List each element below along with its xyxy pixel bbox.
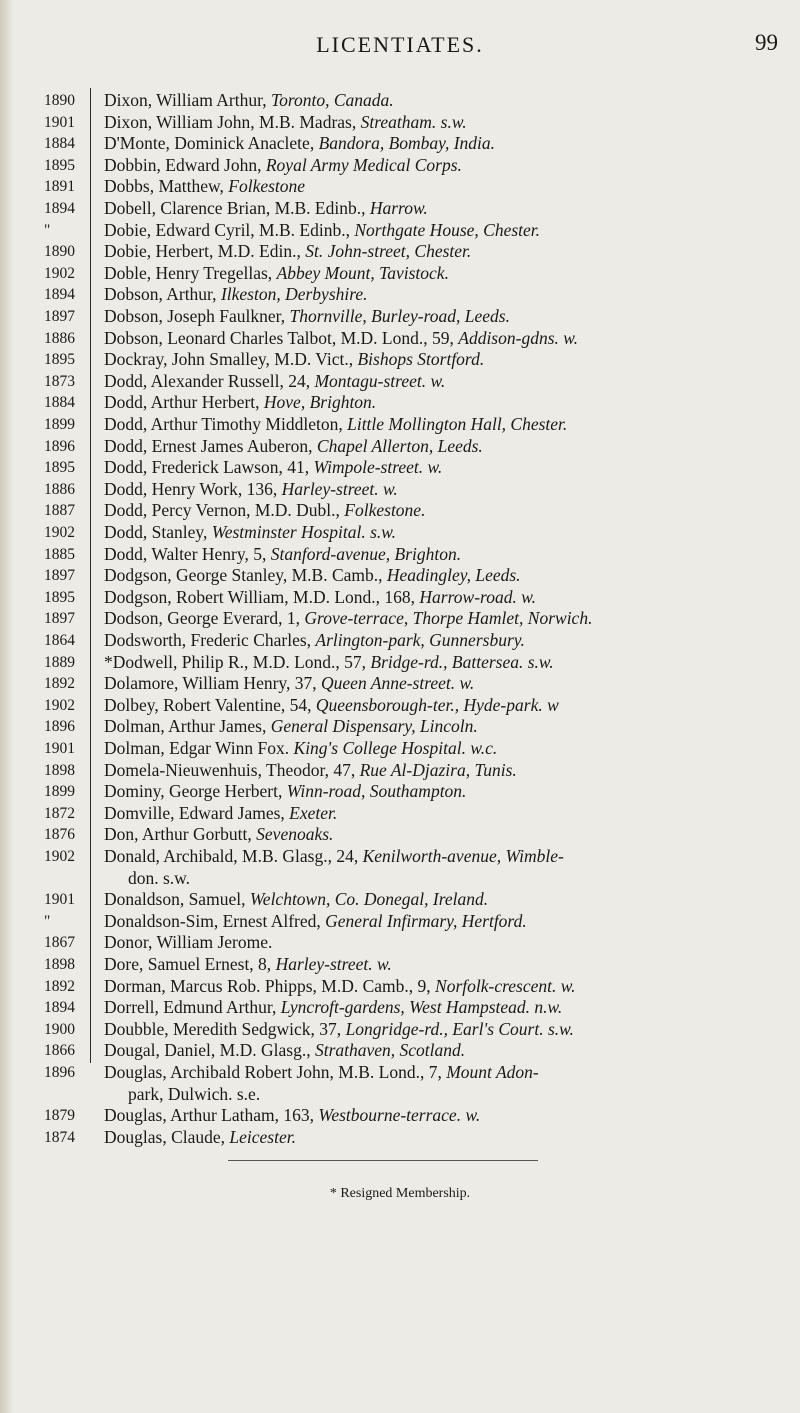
entry-address: Strathaven, Scotland. bbox=[314, 1040, 466, 1061]
entry-address: Hove, Brighton. bbox=[263, 392, 377, 413]
entry-row bbox=[0, 824, 800, 846]
entry-address: Ilkeston, Derbyshire. bbox=[220, 284, 368, 305]
entry-row bbox=[0, 1040, 800, 1062]
entry-name: Dodd, Arthur Timothy Middleton, bbox=[104, 414, 348, 434]
entry-name: Dougal, Daniel, M.D. Glasg., bbox=[104, 1040, 315, 1061]
entry-name: Dolamore, William Henry, 37, bbox=[104, 673, 322, 694]
entry-year: 1902 bbox=[44, 696, 75, 714]
entry-address: Harrow. bbox=[369, 198, 428, 218]
entry-row bbox=[0, 781, 800, 803]
entry-row bbox=[0, 954, 800, 976]
entry-address: Bishops Stortford. bbox=[357, 349, 485, 370]
entry-name: *Dodwell, Philip R., M.D. Lond., 57, bbox=[104, 651, 371, 672]
entry-address: Wimpole-street. w. bbox=[313, 457, 443, 478]
entry-year: 1874 bbox=[44, 1128, 75, 1146]
entry-address: Northgate House, Chester. bbox=[354, 219, 541, 240]
entry-year: 1896 bbox=[44, 1064, 75, 1081]
entry-address: Toronto, Canada. bbox=[270, 90, 394, 110]
entry-address: Addison-gdns. w. bbox=[458, 327, 578, 348]
entry-text bbox=[104, 565, 794, 585]
entry-name: Dore, Samuel Ernest, 8, bbox=[104, 954, 276, 974]
entry-text bbox=[104, 479, 794, 499]
entry-name: park, Dulwich. s.e. bbox=[128, 1083, 261, 1104]
entry-row bbox=[0, 371, 800, 393]
entry-text bbox=[104, 1105, 794, 1125]
entry-row bbox=[0, 1084, 800, 1106]
entry-year: 1894 bbox=[44, 999, 75, 1017]
entry-name: Dolman, Edgar Winn Fox. bbox=[104, 738, 294, 758]
entry-text bbox=[104, 220, 794, 240]
entry-year: 1866 bbox=[44, 1042, 75, 1060]
entry-row bbox=[0, 868, 800, 890]
entry-text bbox=[104, 760, 794, 780]
entry-address: Westbourne-terrace. w. bbox=[318, 1105, 481, 1126]
entry-name: Dodgson, George Stanley, M.B. Camb., bbox=[104, 565, 387, 586]
entry-name: Doubble, Meredith Sedgwick, 37, bbox=[104, 1018, 346, 1039]
entry-year: 1892 bbox=[44, 977, 75, 995]
entry-name: Donaldson, Samuel, bbox=[104, 889, 250, 910]
entry-address: Harley-street. w. bbox=[281, 478, 398, 499]
entry-name: Dodd, Ernest James Auberon, bbox=[104, 435, 317, 456]
entry-address: Folkestone. bbox=[344, 500, 426, 521]
entry-name: Dobie, Herbert, M.D. Edin., bbox=[104, 241, 306, 262]
entry-row bbox=[0, 414, 800, 436]
entry-text bbox=[104, 997, 794, 1017]
entry-name: Dorrell, Edmund Arthur, bbox=[104, 997, 281, 1018]
entry-text bbox=[104, 112, 794, 132]
entry-year: 1872 bbox=[44, 804, 75, 822]
entry-name: Domville, Edward James, bbox=[104, 802, 290, 823]
entry-year: 1895 bbox=[44, 588, 75, 606]
entry-name: Dodsworth, Frederic Charles, bbox=[104, 630, 316, 650]
entry-name: Douglas, Arthur Latham, 163, bbox=[104, 1105, 319, 1126]
entry-year: 1896 bbox=[44, 437, 75, 455]
entry-row bbox=[0, 587, 800, 609]
entry-row bbox=[0, 479, 800, 501]
entry-address: Mount Adon- bbox=[446, 1062, 539, 1082]
entry-row bbox=[0, 112, 800, 134]
entry-name: Dodd, Stanley, bbox=[104, 522, 212, 542]
entry-text bbox=[104, 90, 794, 110]
entry-text bbox=[104, 695, 794, 715]
entry-text bbox=[104, 932, 794, 952]
entry-address: General Infirmary, Hertford. bbox=[325, 910, 527, 931]
entry-row bbox=[0, 716, 800, 738]
entry-row bbox=[0, 1105, 800, 1127]
entry-address: Thornville, Burley-road, Leeds. bbox=[289, 306, 510, 326]
entry-row bbox=[0, 673, 800, 695]
entry-address: Winn-road, Southampton. bbox=[286, 781, 467, 802]
entry-row bbox=[0, 997, 800, 1019]
entry-year: 1900 bbox=[44, 1020, 75, 1038]
entry-year: 1897 bbox=[44, 308, 75, 325]
entry-row bbox=[0, 522, 800, 544]
entry-row bbox=[0, 652, 800, 674]
entry-row bbox=[0, 328, 800, 350]
entry-year: 1897 bbox=[44, 567, 75, 585]
footnote-rule bbox=[228, 1160, 538, 1161]
entry-text bbox=[104, 954, 794, 974]
entry-year: 1886 bbox=[44, 329, 75, 347]
entry-address: Little Mollington Hall, Chester. bbox=[347, 414, 568, 434]
entry-year: 1887 bbox=[44, 502, 75, 520]
entry-name: Dockray, John Smalley, M.D. Vict., bbox=[104, 349, 358, 370]
entry-year: 1902 bbox=[44, 264, 75, 282]
entry-year: 1898 bbox=[44, 956, 75, 973]
entry-row bbox=[0, 349, 800, 371]
entry-name: Donald, Archibald, M.B. Glasg., 24, bbox=[104, 846, 363, 866]
entry-row bbox=[0, 263, 800, 285]
entry-row bbox=[0, 544, 800, 566]
entry-year: 1884 bbox=[44, 135, 75, 153]
entry-address: Arlington-park, Gunnersbury. bbox=[315, 630, 525, 650]
entry-year: 1902 bbox=[44, 524, 75, 541]
entry-year: 1895 bbox=[44, 459, 75, 477]
entry-text bbox=[104, 306, 794, 326]
entry-address: Folkestone bbox=[228, 176, 306, 197]
entry-text bbox=[104, 522, 794, 542]
entry-name: D'Monte, Dominick Anaclete, bbox=[104, 133, 319, 154]
entry-text bbox=[104, 457, 794, 477]
entry-text bbox=[104, 1040, 794, 1060]
entry-name: Dobell, Clarence Brian, M.B. Edinb., bbox=[104, 198, 370, 218]
entry-name: Douglas, Archibald Robert John, M.B. Lond., 7, bbox=[104, 1062, 447, 1082]
entry-year: 1899 bbox=[44, 783, 75, 801]
entry-text bbox=[104, 500, 794, 520]
entry-year: 1894 bbox=[44, 286, 75, 304]
entry-row bbox=[0, 241, 800, 263]
entry-text bbox=[104, 436, 794, 456]
entry-text bbox=[104, 673, 794, 693]
entry-address: Lyncroft-gardens, West Hampstead. n.w. bbox=[280, 997, 563, 1018]
entry-name: Dixon, William John, M.B. Madras, bbox=[104, 111, 361, 132]
entry-text bbox=[104, 284, 794, 304]
entry-row bbox=[0, 155, 800, 177]
entry-year: 1901 bbox=[44, 740, 75, 757]
entry-name: Dodd, Walter Henry, 5, bbox=[104, 543, 271, 564]
entry-year: " bbox=[44, 912, 51, 930]
entry-address: Rue Al-Djazira, Tunis. bbox=[359, 759, 517, 780]
entry-year: 1885 bbox=[44, 545, 75, 563]
entry-address: Longridge-rd., Earl's Court. s.w. bbox=[345, 1018, 574, 1039]
entry-text bbox=[104, 587, 794, 607]
entry-row bbox=[0, 457, 800, 479]
entry-address: Harrow-road. w. bbox=[419, 586, 536, 607]
entry-address: Montagu-street. w. bbox=[314, 370, 446, 391]
entry-address: Leicester. bbox=[229, 1126, 296, 1147]
entry-year: 1891 bbox=[44, 178, 75, 196]
entry-text bbox=[104, 1127, 794, 1147]
entry-address: Westminster Hospital. s.w. bbox=[211, 522, 397, 542]
entry-text bbox=[104, 349, 794, 369]
footnote: * Resigned Membership. bbox=[329, 1186, 471, 1201]
entry-year: 1899 bbox=[44, 416, 75, 433]
entry-year: 1892 bbox=[44, 675, 75, 693]
entry-text bbox=[104, 544, 794, 564]
entry-text bbox=[104, 414, 794, 434]
entry-address: Kenilworth-avenue, Wimble- bbox=[362, 846, 564, 866]
page-number: 99 bbox=[755, 30, 778, 55]
entry-row bbox=[0, 436, 800, 458]
entry-row bbox=[0, 608, 800, 630]
entry-year: " bbox=[44, 221, 51, 239]
entry-row bbox=[0, 846, 800, 868]
entry-row bbox=[0, 176, 800, 198]
entry-address: Abbey Mount, Tavistock. bbox=[276, 262, 449, 283]
entry-address: Harley-street. w. bbox=[275, 954, 392, 974]
entry-address: Norfolk-crescent. w. bbox=[435, 975, 576, 996]
entry-name: Douglas, Claude, bbox=[104, 1126, 230, 1147]
entry-text bbox=[104, 133, 794, 153]
entry-address: Queen Anne-street. w. bbox=[321, 673, 475, 694]
entry-address: Bandora, Bombay, India. bbox=[318, 133, 496, 154]
entry-text bbox=[104, 824, 794, 844]
entry-text bbox=[104, 630, 794, 650]
entry-name: Dobson, Leonard Charles Talbot, M.D. Lond., 59, bbox=[104, 327, 459, 348]
entry-year: 1897 bbox=[44, 610, 75, 628]
entry-row bbox=[0, 1019, 800, 1041]
entry-year: 1884 bbox=[44, 394, 75, 412]
entry-row bbox=[0, 90, 800, 112]
entry-year: 1890 bbox=[44, 92, 75, 109]
entry-name: Dodd, Henry Work, 136, bbox=[104, 478, 282, 499]
entry-text bbox=[104, 911, 794, 931]
entry-year: 1894 bbox=[44, 200, 75, 217]
entry-text bbox=[104, 1019, 794, 1039]
entry-text bbox=[104, 371, 794, 391]
entry-text bbox=[104, 803, 794, 823]
entry-name: Dobson, Joseph Faulkner, bbox=[104, 306, 290, 326]
entry-name: Dolman, Arthur James, bbox=[104, 716, 271, 737]
entry-name: Domela-Nieuwenhuis, Theodor, 47, bbox=[104, 759, 360, 780]
entry-year: 1896 bbox=[44, 718, 75, 736]
entry-row bbox=[0, 803, 800, 825]
entry-address: Queensborough-ter., Hyde-park. w bbox=[315, 694, 559, 715]
entry-name: Dolbey, Robert Valentine, 54, bbox=[104, 694, 316, 715]
entry-name: Don, Arthur Gorbutt, bbox=[104, 824, 257, 845]
entry-row bbox=[0, 760, 800, 782]
entry-row bbox=[0, 565, 800, 587]
entry-row bbox=[0, 1062, 800, 1084]
entry-row bbox=[0, 889, 800, 911]
entry-address: Welchtown, Co. Donegal, Ireland. bbox=[249, 889, 489, 910]
entry-name: Dobson, Arthur, bbox=[104, 284, 221, 305]
entry-name: Dobbin, Edward John, bbox=[104, 154, 266, 175]
entry-text bbox=[104, 846, 794, 866]
entry-text bbox=[104, 1062, 794, 1082]
entry-name: Dodd, Frederick Lawson, 41, bbox=[104, 457, 314, 478]
entry-row bbox=[0, 738, 800, 760]
entry-row bbox=[0, 500, 800, 522]
entry-year: 1895 bbox=[44, 351, 75, 369]
entry-text bbox=[104, 738, 794, 758]
entry-row bbox=[0, 695, 800, 717]
entry-year: 1864 bbox=[44, 632, 75, 649]
entry-text bbox=[104, 392, 794, 412]
entry-text bbox=[128, 868, 800, 888]
entry-text bbox=[104, 241, 794, 261]
entry-year: 1879 bbox=[44, 1107, 75, 1125]
entry-row bbox=[0, 133, 800, 155]
entry-address: Streatham. s.w. bbox=[360, 111, 467, 132]
entry-year: 1895 bbox=[44, 156, 75, 174]
entry-text bbox=[104, 608, 794, 628]
entry-name: Dodd, Arthur Herbert, bbox=[104, 392, 264, 413]
entry-row bbox=[0, 306, 800, 328]
entry-text bbox=[104, 328, 794, 348]
entry-name: Dodd, Alexander Russell, 24, bbox=[104, 370, 315, 391]
entry-name: Dorman, Marcus Rob. Phipps, M.D. Camb., 9, bbox=[104, 975, 436, 996]
entry-address: St. John-street, Chester. bbox=[305, 241, 472, 262]
entry-name: Dominy, George Herbert, bbox=[104, 781, 287, 802]
entry-row bbox=[0, 911, 800, 933]
entry-address: King's College Hospital. w.c. bbox=[293, 738, 498, 758]
entry-row bbox=[0, 392, 800, 414]
entry-year: 1902 bbox=[44, 848, 75, 865]
entry-text bbox=[104, 889, 794, 909]
entry-address: Headingley, Leeds. bbox=[386, 565, 521, 586]
entry-name: Doble, Henry Tregellas, bbox=[104, 262, 277, 283]
entry-row bbox=[0, 284, 800, 306]
entry-name: Dodson, George Everard, 1, bbox=[104, 608, 305, 629]
entry-year: 1867 bbox=[44, 934, 75, 952]
entry-address: Stanford-avenue, Brighton. bbox=[270, 543, 462, 564]
entry-text bbox=[104, 976, 794, 996]
entry-row bbox=[0, 198, 800, 220]
entry-address: Exeter. bbox=[289, 802, 338, 823]
entry-text bbox=[104, 652, 794, 672]
entry-name: Donor, William Jerome. bbox=[104, 932, 273, 953]
entry-address: General Dispensary, Lincoln. bbox=[270, 716, 478, 737]
entry-year: 1873 bbox=[44, 372, 75, 390]
entry-year: 1890 bbox=[44, 243, 75, 261]
entry-text bbox=[104, 155, 794, 175]
entry-text bbox=[104, 781, 794, 801]
entry-address: Chapel Allerton, Leeds. bbox=[316, 435, 483, 456]
page-header-title: LICENTIATES. bbox=[316, 32, 484, 57]
entry-name: don. s.w. bbox=[128, 867, 191, 888]
entry-address: Bridge-rd., Battersea. s.w. bbox=[370, 651, 554, 672]
entry-text bbox=[104, 198, 794, 218]
entry-row bbox=[0, 630, 800, 652]
entry-year: 1901 bbox=[44, 891, 75, 909]
entry-address: Grove-terrace, Thorpe Hamlet, Norwich. bbox=[304, 608, 593, 629]
entry-text bbox=[128, 1084, 800, 1104]
entry-year: 1898 bbox=[44, 761, 75, 779]
entry-text bbox=[104, 716, 794, 736]
entry-text bbox=[104, 176, 794, 196]
entry-row bbox=[0, 1127, 800, 1149]
entry-name: Dodgson, Robert William, M.D. Lond., 168, bbox=[104, 586, 420, 607]
entry-text bbox=[104, 263, 794, 283]
entry-year: 1901 bbox=[44, 113, 75, 131]
entry-name: Dixon, William Arthur, bbox=[104, 90, 271, 110]
entry-row bbox=[0, 220, 800, 242]
entry-row bbox=[0, 976, 800, 998]
entry-row bbox=[0, 932, 800, 954]
entry-name: Dobbs, Matthew, bbox=[104, 176, 229, 197]
entry-address: Royal Army Medical Corps. bbox=[265, 154, 462, 175]
entry-name: Dobie, Edward Cyril, M.B. Edinb., bbox=[104, 219, 355, 240]
entry-address: Sevenoaks. bbox=[256, 824, 334, 845]
entry-year: 1886 bbox=[44, 480, 75, 498]
entry-name: Donaldson-Sim, Ernest Alfred, bbox=[104, 910, 326, 931]
entry-year: 1876 bbox=[44, 826, 75, 844]
entry-year: 1889 bbox=[44, 653, 75, 671]
entry-name: Dodd, Percy Vernon, M.D. Dubl., bbox=[104, 500, 345, 521]
